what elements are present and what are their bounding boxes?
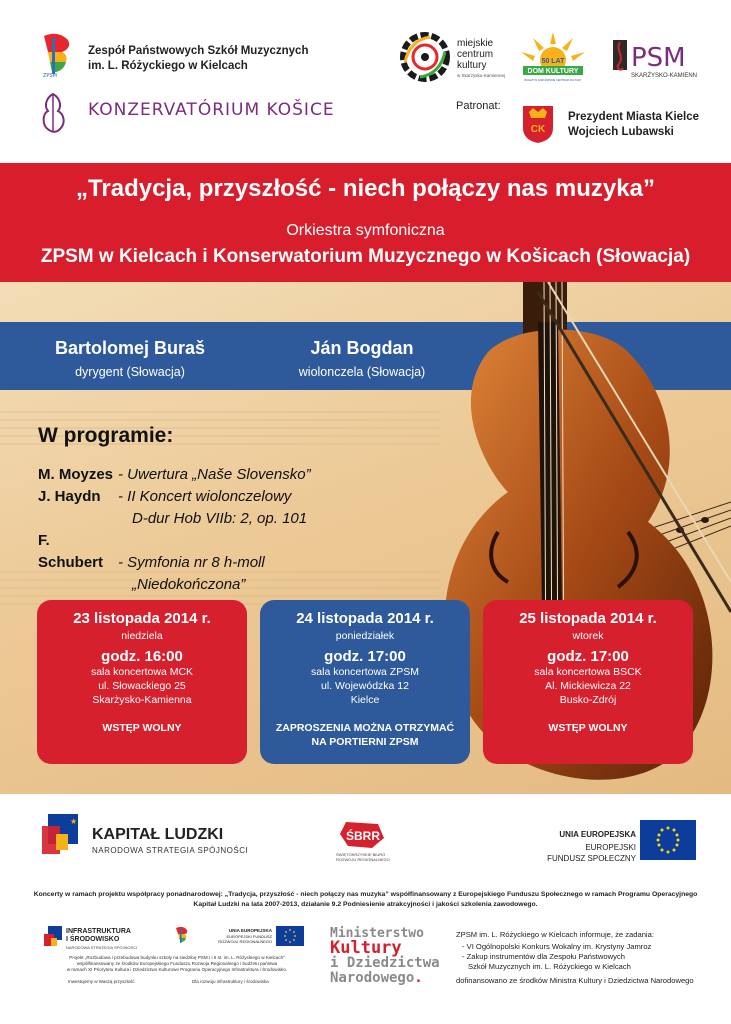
composer: F. Schubert	[38, 532, 104, 571]
eu-flag-icon	[640, 820, 696, 860]
ue-sub: EUROPEJSKI FUNDUSZ SPOŁECZNY	[547, 843, 636, 863]
ue2-sub: EUROPEJSKI FUNDUSZ ROZWOJU REGIONALNEGO	[218, 934, 272, 944]
concert-box-2	[260, 600, 470, 764]
work-detail: „Niedokończona”	[132, 576, 246, 593]
concert-date: 25 listopada 2014 r.	[519, 610, 657, 627]
performer-conductor	[30, 338, 230, 379]
concert-city: Kielce	[350, 694, 380, 706]
tagline-invest: Inwestujemy w Waszą przyszłość	[68, 979, 135, 984]
info-list: - VI Ogólnopolski Konkurs Wokalny im. Krystyny Jamroz - Zakup instrumentów dla Zespołu Państwowych Szkół Muzycznych im. L. Różyckiego w Kielcach	[462, 942, 652, 971]
construction-project-note: Projekt „Rozbudowa i przebudowa budynku szkoły na siedzibę PSM I i II st. im. L. Różyckiego w Kielcach” współfinansowany ze środków Europejskiego Funduszu Rozwoju Regionalnego i budżetu państwa w ramach XI Priorytetu Kultura i Dziedzictwo Kulturowe Programu Operacyjnego Infrastruktura i Środowisko.	[66, 955, 288, 972]
kapital-ludzki-sub: NARODOWA STRATEGIA SPÓJNOŚCI	[92, 846, 249, 855]
kapital-ludzki-title: KAPITAŁ LUDZKI	[92, 826, 224, 843]
zpsm-small-logo	[174, 926, 190, 944]
svg-text:PSM: PSM	[631, 43, 686, 73]
konservatorium-violin-icon	[36, 92, 70, 134]
psm-logo	[611, 36, 697, 80]
concert-day: niedziela	[121, 630, 163, 642]
eu-flag-small-icon	[276, 926, 304, 946]
concert-box-1	[37, 600, 247, 764]
concert-note: WSTĘP WOLNY	[102, 722, 182, 734]
work-title: - Symfonia nr 8 h-moll	[118, 554, 265, 571]
infrastruktura-title: INFRASTRUKTURA I ŚRODOWISKO	[66, 928, 131, 943]
mck-logo	[400, 32, 450, 82]
concert-box-3	[483, 600, 693, 764]
concert-day: wtorek	[572, 630, 604, 642]
concert-time: godz. 16:00	[101, 648, 183, 665]
sbrr-logo	[328, 820, 398, 850]
program-item	[38, 530, 398, 574]
kapital-ludzki-logo	[38, 810, 84, 858]
ue-title: UNIA EUROPEJSKA	[559, 830, 636, 839]
svg-text:50 LAT: 50 LAT	[541, 58, 565, 65]
concert-venue: sala koncertowa ZPSM	[311, 666, 419, 678]
infrastruktura-logo	[42, 924, 64, 948]
performer-cellist	[262, 338, 462, 379]
concert-time: godz. 17:00	[547, 648, 629, 665]
concert-city: Skarżysko-Kamienna	[92, 694, 192, 706]
composer: M. Moyzes	[38, 466, 114, 483]
patron-name: Prezydent Miasta Kielce Wojciech Lubawski	[568, 111, 700, 138]
program-list	[38, 464, 398, 596]
svg-text:★: ★	[70, 817, 78, 826]
concert-city: Busko-Zdrój	[559, 694, 617, 706]
concert-note: ZAPROSZENIA MOŻNA OTRZYMAĆ NA PORTIERNI ZPSM	[275, 722, 455, 748]
program-heading: W programie:	[38, 424, 174, 447]
concert-address: ul. Słowackiego 25	[98, 680, 186, 692]
concert-date: 23 listopada 2014 r.	[73, 610, 211, 627]
patronat-label: Patronat:	[456, 100, 501, 112]
orchestra-name: ZPSM w Kielcach i Konserwatorium Muzycznego w Košicach (Słowacja)	[40, 246, 691, 267]
project-note: Koncerty w ramach projektu współpracy ponadnarodowej: „Tradycja, przyszłość - niech połączy nas muzyka” współfinansowany z Europejskiego Funduszu Społecznego w ramach Programu Operacyjnego Kapitał Ludzki na lata 2007-2013, działanie 9.2 Podniesienie atrakcyjności i jakości szkolenia zawodowego.	[33, 891, 698, 908]
svg-text:ZPSM: ZPSM	[43, 73, 57, 78]
work-title: - Uwertura „Naše Slovensko”	[118, 466, 311, 483]
concert-address: ul. Wojewódzka 12	[321, 680, 409, 692]
ministry-logo: Ministerstwo Kultury i Dziedzictwa Narodowego.	[330, 926, 440, 986]
zpsm-name: Zespół Państwowych Szkół Muzycznych im. L. Różyckiego w Kielcach	[88, 45, 309, 72]
performer-name: Bartolomej Buraš	[54, 338, 206, 358]
svg-text:CK: CK	[530, 124, 546, 135]
composer: J. Haydn	[38, 488, 101, 505]
performer-role: dyrygent (Słowacja)	[75, 365, 185, 379]
mck-name: miejskie centrum kultury	[457, 38, 494, 71]
program-item	[38, 486, 398, 508]
work-title: - II Koncert wiolonczelowy	[118, 488, 292, 505]
work-detail: D-dur Hob VIIb: 2, op. 101	[132, 510, 308, 527]
svg-text:SKARŻYSKO-KAMIENNA: SKARŻYSKO-KAMIENNA	[631, 73, 697, 79]
performer-name: Ján Bogdan	[310, 338, 414, 358]
kielce-coat-of-arms-icon	[521, 102, 555, 144]
concert-venue: sala koncertowa BSCK	[534, 666, 642, 678]
tagline-infrastructure: Dla rozwoju infrastruktury i środowiska	[192, 979, 269, 984]
performer-role: wiolonczela (Słowacja)	[298, 365, 426, 379]
info-footer: dofinansowano ze środków Ministra Kultury i Dziedzictwa Narodowego	[456, 976, 694, 985]
orchestra-subtitle: Orkiestra symfoniczna	[286, 222, 445, 239]
svg-text:ŚBRR: ŚBRR	[345, 829, 381, 843]
concert-title: „Tradycja, przyszłość - niech połączy nas muzyka”	[76, 175, 655, 202]
concert-time: godz. 17:00	[324, 648, 406, 665]
ue2-title: UNIA EUROPEJSKA	[228, 928, 272, 933]
concert-venue: sala koncertowa MCK	[90, 666, 194, 678]
program-item	[38, 464, 398, 486]
info-heading: ZPSM im. L. Różyckiego w Kielcach informuje, że zadania:	[456, 930, 654, 939]
sbrr-sub: ŚWIĘTOKRZYSKIE BIURO ROZWOJU REGIONALNEGO	[336, 852, 390, 862]
konservatorium-name: KONZERVATÓRIUM KOŠICE	[88, 100, 335, 120]
dom-kultury-logo	[517, 32, 589, 84]
concert-note: WSTĘP WOLNY	[548, 722, 628, 734]
concert-date: 24 listopada 2014 r.	[296, 610, 434, 627]
zpsm-logo	[38, 32, 76, 78]
mck-sub: w Skarżysku-Kamiennej	[457, 73, 506, 78]
concert-day: poniedziałek	[335, 630, 395, 642]
svg-text:DOM KULTURY: DOM KULTURY	[527, 68, 579, 75]
svg-text:BIULETYN KARKOWSKIE CENTRUM KU: BIULETYN KARKOWSKIE CENTRUM KULTURY	[524, 79, 582, 82]
infrastruktura-sub: NARODOWA STRATEGIA SPÓJNOŚCI	[66, 945, 138, 950]
concert-address: Al. Mickiewicza 22	[545, 680, 631, 692]
